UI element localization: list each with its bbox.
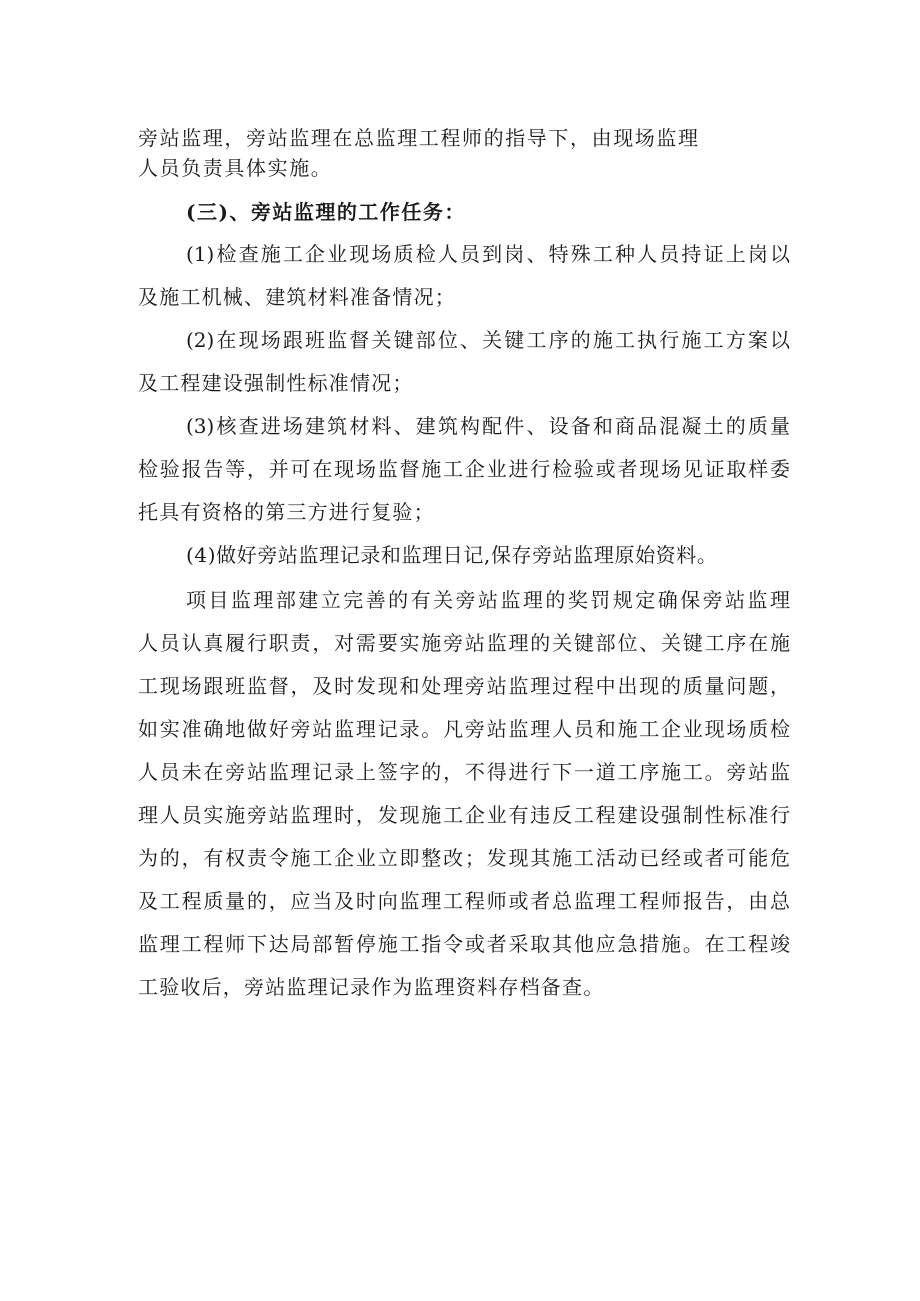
- closing-line-2: 人员认真履行职责，对需要实施旁站监理的关键部位、关键工序在施: [138, 631, 790, 655]
- task-4-line-1: (4)做好旁站监理记录和监理日记,保存旁站监理原始资料。: [186, 543, 718, 567]
- closing-line-8: 及工程质量的，应当及时向监理工程师或者总监理工程师报告，由总: [138, 889, 790, 913]
- task-3-line-2: 检验报告等，并可在现场监督施工企业进行检验或者现场见证取样委: [138, 457, 790, 481]
- closing-line-10: 工验收后，旁站监理记录作为监理资料存档备查。: [138, 975, 605, 999]
- task-1-line-2: 及施工机械、建筑材料准备情况；: [138, 285, 456, 309]
- section-heading: (三)、旁站监理的工作任务：: [186, 200, 466, 224]
- task-1-line-1: (1)检查施工企业现场质检人员到岗、特殊工种人员持证上岗以: [186, 242, 790, 266]
- closing-line-1: 项目监理部建立完善的有关旁站监理的奖罚规定确保旁站监理: [186, 588, 790, 612]
- closing-line-4: 如实准确地做好旁站监理记录。凡旁站监理人员和施工企业现场质检: [138, 717, 790, 741]
- closing-line-5: 人员未在旁站监理记录上签字的，不得进行下一道工序施工。旁站监: [138, 760, 790, 784]
- task-3-line-1: (3)核查进场建筑材料、建筑构配件、设备和商品混凝土的质量: [186, 414, 790, 438]
- task-2-line-2: 及工程建设强制性标准情况；: [138, 371, 414, 395]
- intro-line-1: 旁站监理，旁站监理在总监理工程师的指导下，由现场监理: [138, 126, 700, 150]
- closing-line-7: 为的，有权责令施工企业立即整改；发现其施工活动已经或者可能危: [138, 846, 790, 870]
- task-2-line-1: (2)在现场跟班监督关键部位、关键工序的施工执行施工方案以: [186, 328, 790, 352]
- task-3-line-3: 托具有资格的第三方进行复验；: [138, 500, 435, 524]
- closing-line-6: 理人员实施旁站监理时，发现施工企业有违反工程建设强制性标准行: [138, 803, 790, 827]
- closing-line-9: 监理工程师下达局部暂停施工指令或者采取其他应急措施。在工程竣: [138, 932, 790, 956]
- closing-line-3: 工现场跟班监督，及时发现和处理旁站监理过程中出现的质量问题，: [138, 674, 790, 698]
- intro-line-2: 人员负责具体实施。: [138, 156, 333, 180]
